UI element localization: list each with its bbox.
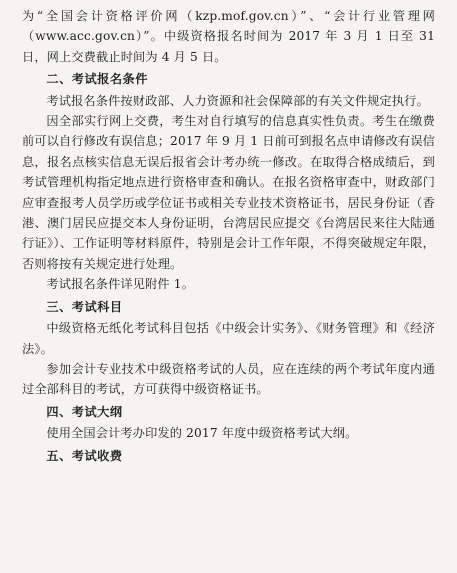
section-heading-5: 五、考试收费 bbox=[46, 448, 123, 463]
paragraph-4-1: 使用全国会计考办印发的 2017 年度中级资格考试大纲。 bbox=[46, 426, 358, 441]
intro-paragraph: 为“全国会计资格评价网（kzp.mof.gov.cn）”、“会计行业管理网（www.acc.gov.cn）”。中级资格报名时间为 2017 年 3 月 1 日至 31 日，网上交费截止时间为 4 月 5 日。 bbox=[22, 9, 435, 64]
section-heading-4: 四、考试大纲 bbox=[46, 404, 123, 419]
paragraph-3-2: 参加会计专业技术中级资格考试的人员，应在连续的两个考试年度内通过全部科目的考试，方可获得中级资格证书。 bbox=[22, 361, 435, 397]
section-heading-2: 二、考试报名条件 bbox=[46, 72, 148, 87]
section-heading-3: 三、考试科目 bbox=[46, 299, 123, 314]
paragraph-3-1: 中级资格无纸化考试科目包括《中级会计实务》、《财务管理》和《经济法》。 bbox=[22, 321, 435, 356]
paragraph-2-2: 因全部实行网上交费，考生对自行填写的信息真实性负责。考生在缴费前可以自行修改有误信息；2017 年 9 月 1 日前可到报名点申请修改有误信息，报名点核实信息无误后报省会计考办统一修改。在取得合格成绩后，到考试管理机构指定地点进行资格审查和确认。在报名资格审查中，财政部门应审查报考人员学历或学位证书或相关专业技术资格证书，居民身份证（香港、澳门居民应提交本人身份证明，台湾居民应提交《台湾居民来往大陆通行证》）、工作证明等材料原件，特别是会计工作年限，不得突破规定年限，否则将按有关规定进行处理。 bbox=[22, 114, 435, 271]
paragraph-2-1: 考试报名条件按财政部、人力资源和社会保障部的有关文件规定执行。 bbox=[46, 93, 429, 108]
paragraph-2-3: 考试报名条件详见附件 1。 bbox=[46, 277, 195, 292]
